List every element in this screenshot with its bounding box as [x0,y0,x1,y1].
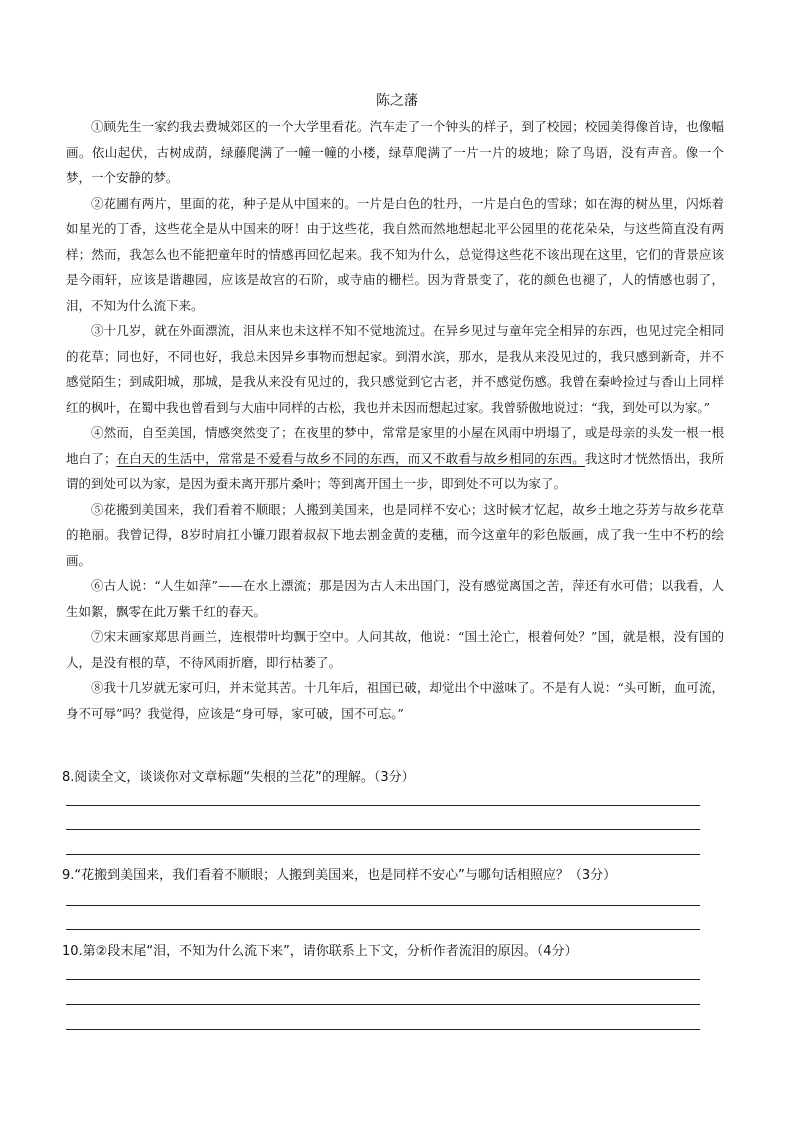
answer-line[interactable] [66,979,700,980]
article-body [66,114,724,726]
paragraph-1: ①顾先生一家约我去费城郊区的一个大学里看花。汽车走了一个钟头的样子，到了校园；校园美得像首诗，也像幅画。依山起伏，古树成荫，绿藤爬满了一幢一幢的小楼，绿草爬满了一片一片的坡地；除了鸟语，没有声音。像一个梦，一个安静的梦。 [66,119,724,185]
answer-line[interactable] [66,905,700,906]
answer-line[interactable] [66,805,700,806]
paragraph-2: ②花圃有两片，里面的花，种子是从中国来的。一片是白色的牡丹，一片是白色的雪球；如在海的树丛里，闪烁着如星光的丁香，这些花全是从中国来的呀！由于这些花，我自然而然地想起北平公园里的花花朵朵，与这些简直没有两样；然而，我怎么也不能把童年时的情感再回忆起来。我不知为什么，总觉得这些花不该出现在这里，它们的背景应该是今雨轩，应该是谐趣园，应该是故宫的石阶，或寺庙的栅栏。因为背景变了，花的颜色也褪了，人的情感也弱了，泪，不知为什么流下来。 [66,195,724,313]
article-author-title: 陈之藩 [376,93,418,109]
question-8: 8.阅读全文，谈谈你对文章标题“失根的兰花”的理解。（3分） [62,770,415,785]
paragraph-3: ③十几岁，就在外面漂流，泪从来也未这样不知不觉地流过。在异乡见过与童年完全相异的东西，也见过完全相同的花草；同也好，不同也好，我总未因异乡事物而想起家。到渭水滨，那水，是我从来没见过的，我只感到新奇，并不感觉陌生；到咸阳城，那城，是我从来没有见过的，我只感觉到它古老，并不感觉伤感。我曾在秦岭捡过与香山上同样红的枫叶，在蜀中我也曾看到与大庙中同样的古松，我也并未因而想起过家。我曾骄傲地说过：“我，到处可以为家。” [66,323,724,415]
answer-line[interactable] [66,854,700,855]
question-10: 10.第②段末尾“泪，不知为什么流下来”，请你联系上下文，分析作者流泪的原因。（4分） [62,944,578,959]
answer-line[interactable] [66,1029,700,1030]
answer-line[interactable] [66,1004,700,1005]
underlined-sentence: 在白天的生活中，常常是不爱看与故乡不同的东西，而又不敢看与故乡相同的东西。 [116,450,585,466]
paragraph-8: ⑧我十几岁就无家可归，并未觉其苦。十几年后，祖国已破，却觉出个中滋味了。不是有人说：“头可断，血可流，身不可辱”吗？我觉得，应该是“身可辱，家可破，国不可忘。” [66,680,724,721]
paragraph-5: ⑤花搬到美国来，我们看着不顺眼；人搬到美国来，也是同样不安心；这时候才忆起，故乡土地之芬芳与故乡花草的艳丽。我曾记得，8岁时肩扛小镰刀跟着叔叔下地去割金黄的麦穗，而今这童年的彩色版画，成了我一生中不朽的绘画。 [66,501,724,568]
paragraph-4 [66,420,724,497]
paragraph-7: ⑦宋末画家郑思肖画兰，连根带叶均飘于空中。人问其故，他说：“国土沦亡，根着何处？”国，就是根，没有国的人，是没有根的草，不待风雨折磨，即行枯萎了。 [66,629,724,670]
paragraph-4-end: 我这时才恍然悟出，我所谓的到处可以为家，是因为蚕未离开那片桑叶；等到离开国土一步，即到处不可以为家了。 [66,450,724,491]
paragraph-4-start: ④然而，自至美国，情感突然变了；在夜里的梦中，常常是家里的小屋在风雨中坍塌了，或是母亲的头发一根一根地白了； [66,425,724,466]
paragraph-6: ⑥古人说：“人生如萍”——在水上漂流；那是因为古人未出国门，没有感觉离国之苦，萍还有水可借；以我看，人生如絮，飘零在此万紫千红的春天。 [66,578,724,619]
answer-line[interactable] [66,829,700,830]
answer-line[interactable] [66,929,700,930]
question-9: 9.“花搬到美国来，我们看着不顺眼；人搬到美国来，也是同样不安心”与哪句话相照应？（3分） [62,868,617,883]
